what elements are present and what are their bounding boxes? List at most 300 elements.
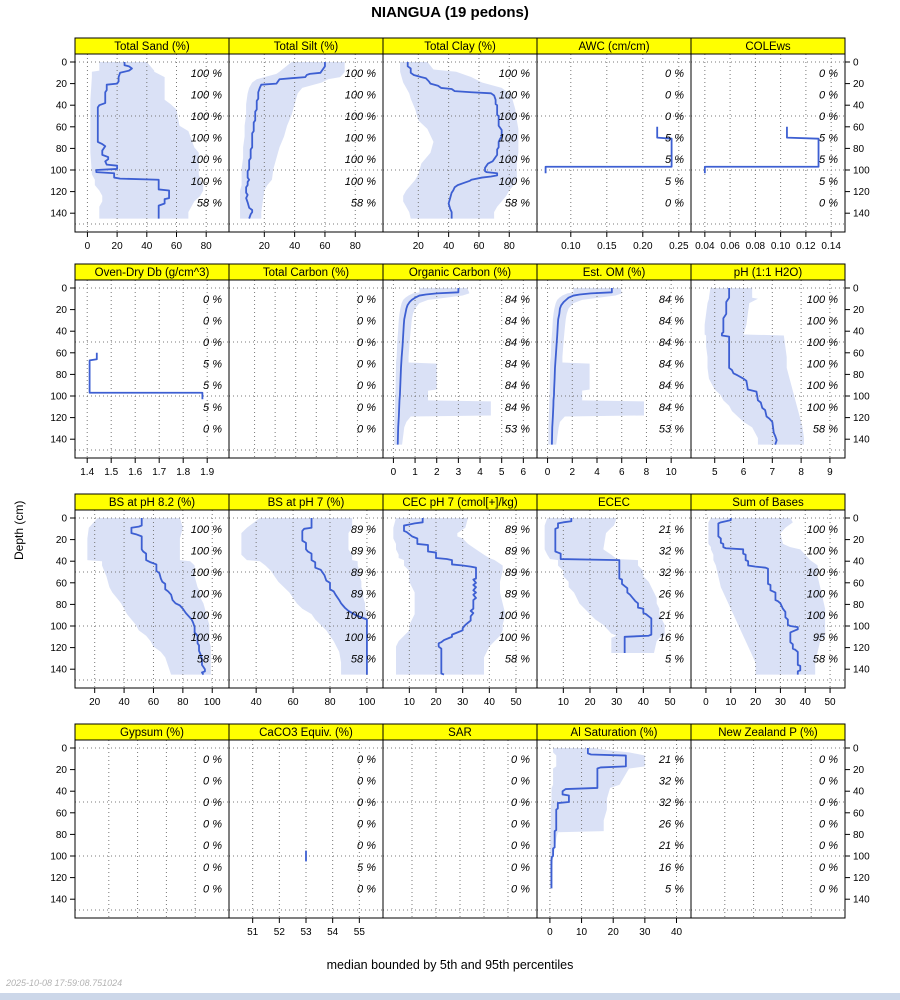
contributing-fraction-label: 58 % <box>504 197 530 210</box>
contributing-fraction-label: 100 % <box>806 315 838 328</box>
contributing-fraction-label: 89 % <box>350 523 376 536</box>
y-tick-label-left: 0 <box>61 743 67 755</box>
x-tick-label: 60 <box>287 697 299 708</box>
x-tick-label: 40 <box>637 697 649 708</box>
x-tick-label: 8 <box>798 467 804 478</box>
strip-title: Organic Carbon (%) <box>408 267 512 279</box>
contributing-fraction-label: 100 % <box>806 588 838 601</box>
contributing-fraction-label: 0 % <box>203 337 222 349</box>
y-tick-label-left: 140 <box>50 894 67 906</box>
contributing-fraction-label: 58 % <box>350 653 376 666</box>
y-tick-label-right: 60 <box>853 578 865 590</box>
contributing-fraction-label: 5 % <box>357 861 376 874</box>
contributing-fraction-label: 100 % <box>190 631 222 644</box>
y-tick-label-right: 80 <box>853 369 865 381</box>
contributing-fraction-label: 5 % <box>819 154 838 167</box>
strip-title: COLEws <box>745 41 791 53</box>
contributing-fraction-label: 100 % <box>498 610 530 623</box>
y-tick-label-left: 20 <box>55 305 67 317</box>
x-tick-label: 0.14 <box>821 241 841 252</box>
x-tick-label: 4 <box>594 467 600 478</box>
median-line <box>90 353 203 399</box>
y-tick-label-right: 80 <box>853 143 865 155</box>
y-tick-label-left: 0 <box>61 283 67 295</box>
x-tick-label: 50 <box>664 697 676 708</box>
contributing-fraction-label: 58 % <box>196 653 222 666</box>
contributing-fraction-label: 84 % <box>658 358 684 371</box>
y-tick-label-right: 0 <box>853 743 859 755</box>
contributing-fraction-label: 100 % <box>190 523 222 536</box>
y-tick-label-left: 140 <box>50 208 67 220</box>
contributing-fraction-label: 0 % <box>511 753 530 766</box>
y-tick-label-left: 80 <box>55 369 67 381</box>
contributing-fraction-label: 53 % <box>504 423 530 436</box>
y-tick-label-left: 60 <box>55 808 67 820</box>
x-tick-label: 20 <box>412 241 424 252</box>
x-tick-label: 1.4 <box>80 467 95 478</box>
contributing-fraction-label: 21 % <box>658 753 684 766</box>
x-tick-label: 20 <box>258 241 270 252</box>
x-tick-label: 5 <box>711 467 718 478</box>
y-tick-label-right: 120 <box>853 187 870 199</box>
contributing-fraction-label: 0 % <box>511 840 530 853</box>
timestamp: 2025-10-08 17:59:08.751024 <box>6 978 123 988</box>
contributing-fraction-label: 89 % <box>504 588 530 601</box>
x-tick-label: 0.06 <box>720 241 740 252</box>
y-tick-label-left: 140 <box>50 664 67 676</box>
x-tick-label: 5 <box>498 467 505 478</box>
y-tick-label-right: 100 <box>853 391 870 403</box>
contributing-fraction-label: 100 % <box>344 111 376 123</box>
y-tick-label-right: 20 <box>853 765 865 777</box>
contributing-fraction-label: 0 % <box>357 797 376 809</box>
y-tick-label-left: 40 <box>55 326 67 338</box>
x-tick-label: 20 <box>750 697 762 708</box>
contributing-fraction-label: 0 % <box>357 293 376 306</box>
contributing-fraction-label: 100 % <box>344 631 376 644</box>
y-tick-label-left: 60 <box>55 348 67 360</box>
contributing-fraction-label: 100 % <box>344 175 376 188</box>
contributing-fraction-label: 58 % <box>504 653 530 666</box>
y-tick-label-left: 140 <box>50 434 67 446</box>
x-tick-label: 40 <box>799 697 811 708</box>
y-tick-label-right: 40 <box>853 786 865 798</box>
x-tick-label: 4 <box>477 467 483 478</box>
contributing-fraction-label: 100 % <box>806 293 838 306</box>
contributing-fraction-label: 89 % <box>504 523 530 536</box>
x-tick-label: 0 <box>547 927 553 938</box>
x-tick-label: 1.8 <box>176 467 191 478</box>
y-tick-label-left: 60 <box>55 578 67 590</box>
x-tick-label: 10 <box>725 697 737 708</box>
x-tick-label: 60 <box>147 697 160 708</box>
strip-title: ECEC <box>598 497 630 509</box>
x-tick-label: 40 <box>443 241 455 252</box>
x-tick-label: 6 <box>618 467 625 478</box>
contributing-fraction-label: 0 % <box>511 797 530 809</box>
y-tick-label-left: 60 <box>55 122 67 134</box>
x-tick-label: 30 <box>611 697 623 708</box>
y-tick-label-left: 100 <box>50 165 67 177</box>
contributing-fraction-label: 0 % <box>511 861 530 874</box>
x-tick-label: 6 <box>740 467 747 478</box>
x-tick-label: 60 <box>170 241 183 252</box>
y-tick-label-left: 120 <box>50 643 67 655</box>
y-tick-label-right: 80 <box>853 599 865 611</box>
contributing-fraction-label: 100 % <box>344 132 376 145</box>
y-tick-label-right: 40 <box>853 326 865 338</box>
x-tick-label: 40 <box>483 697 495 708</box>
contributing-fraction-label: 100 % <box>498 175 530 188</box>
contributing-fraction-label: 0 % <box>357 775 376 788</box>
x-tick-label: 10 <box>665 467 677 478</box>
contributing-fraction-label: 84 % <box>658 401 684 414</box>
contributing-fraction-label: 0 % <box>819 111 838 123</box>
contributing-fraction-label: 100 % <box>498 631 530 644</box>
contributing-fraction-label: 26 % <box>658 588 684 601</box>
contributing-fraction-label: 89 % <box>350 588 376 601</box>
strip-title: SAR <box>448 727 472 739</box>
percentile-band <box>548 288 644 445</box>
contributing-fraction-label: 100 % <box>190 567 222 579</box>
x-tick-label: 0.25 <box>669 241 689 252</box>
x-tick-label: 40 <box>670 927 683 938</box>
contributing-fraction-label: 0 % <box>819 753 838 766</box>
x-tick-label: 0.20 <box>633 241 653 252</box>
contributing-fraction-label: 0 % <box>819 89 838 102</box>
contributing-fraction-label: 0 % <box>665 197 684 210</box>
x-tick-label: 1 <box>412 467 418 478</box>
y-tick-label-right: 140 <box>853 894 870 906</box>
contributing-fraction-label: 0 % <box>203 775 222 788</box>
strip-title: Gypsum (%) <box>120 727 184 739</box>
contributing-fraction-label: 0 % <box>819 818 838 831</box>
contributing-fraction-label: 5 % <box>665 175 684 188</box>
x-tick-label: 30 <box>457 697 469 708</box>
contributing-fraction-label: 32 % <box>658 545 684 558</box>
contributing-fraction-label: 84 % <box>658 293 684 306</box>
contributing-fraction-label: 0 % <box>203 818 222 831</box>
x-tick-label: 10 <box>575 927 588 938</box>
y-tick-label-right: 40 <box>853 100 865 112</box>
x-tick-label: 0 <box>544 467 551 478</box>
strip-title: Est. OM (%) <box>582 267 646 279</box>
contributing-fraction-label: 100 % <box>190 67 222 80</box>
x-tick-label: 100 <box>203 697 221 708</box>
contributing-fraction-label: 100 % <box>344 67 376 80</box>
contributing-fraction-label: 100 % <box>806 337 838 349</box>
contributing-fraction-label: 53 % <box>658 423 684 436</box>
window-bottom-bar <box>0 993 900 1000</box>
x-tick-label: 20 <box>89 697 101 708</box>
x-tick-label: 0.10 <box>561 241 581 252</box>
x-tick-label: 52 <box>273 927 285 938</box>
contributing-fraction-label: 100 % <box>344 610 376 623</box>
x-tick-label: 40 <box>141 241 153 252</box>
strip-title: pH (1:1 H2O) <box>733 267 803 279</box>
y-tick-label-right: 60 <box>853 348 865 360</box>
contributing-fraction-label: 100 % <box>190 175 222 188</box>
contributing-fraction-label: 0 % <box>819 67 838 80</box>
y-tick-label-right: 0 <box>853 283 859 295</box>
y-tick-label-left: 20 <box>55 765 67 777</box>
percentile-band <box>545 518 665 653</box>
contributing-fraction-label: 16 % <box>658 861 684 874</box>
y-tick-label-left: 40 <box>55 100 67 112</box>
x-tick-label: 54 <box>327 927 339 938</box>
contributing-fraction-label: 0 % <box>203 883 222 896</box>
x-tick-label: 2 <box>433 467 440 478</box>
y-tick-label-left: 40 <box>55 786 67 798</box>
x-tick-label: 80 <box>324 697 336 708</box>
contributing-fraction-label: 100 % <box>190 610 222 623</box>
x-tick-label: 51 <box>247 927 259 938</box>
contributing-fraction-label: 5 % <box>819 132 838 145</box>
contributing-fraction-label: 84 % <box>504 293 530 306</box>
contributing-fraction-label: 58 % <box>196 197 222 210</box>
contributing-fraction-label: 58 % <box>812 423 838 436</box>
figure-caption: median bounded by 5th and 95th percentiles <box>326 958 574 972</box>
contributing-fraction-label: 5 % <box>665 653 684 666</box>
x-tick-label: 1.6 <box>128 467 143 478</box>
x-tick-label: 80 <box>177 697 189 708</box>
y-tick-label-left: 40 <box>55 556 67 568</box>
y-tick-label-right: 120 <box>853 873 870 885</box>
contributing-fraction-label: 0 % <box>203 840 222 853</box>
contributing-fraction-label: 0 % <box>357 423 376 436</box>
contributing-fraction-label: 100 % <box>498 132 530 145</box>
contributing-fraction-label: 100 % <box>806 380 838 393</box>
x-tick-label: 80 <box>349 241 361 252</box>
x-tick-label: 0.08 <box>745 241 766 252</box>
contributing-fraction-label: 95 % <box>812 631 838 644</box>
contributing-fraction-label: 0 % <box>203 861 222 874</box>
chart-title: NIANGUA (19 pedons) <box>371 4 529 21</box>
contributing-fraction-label: 58 % <box>350 197 376 210</box>
contributing-fraction-label: 84 % <box>658 380 684 393</box>
y-tick-label-right: 20 <box>853 79 865 91</box>
y-tick-label-left: 0 <box>61 57 67 69</box>
y-tick-label-right: 40 <box>853 556 865 568</box>
x-tick-label: 60 <box>319 241 331 252</box>
strip-title: Oven-Dry Db (g/cm^3) <box>94 267 210 279</box>
contributing-fraction-label: 100 % <box>806 401 838 414</box>
x-tick-label: 40 <box>289 241 301 252</box>
x-tick-label: 0.15 <box>597 241 617 252</box>
contributing-fraction-label: 32 % <box>658 567 684 579</box>
contributing-fraction-label: 0 % <box>819 883 838 896</box>
contributing-fraction-label: 0 % <box>357 818 376 831</box>
contributing-fraction-label: 32 % <box>658 775 684 788</box>
x-tick-label: 100 <box>358 697 376 708</box>
contributing-fraction-label: 100 % <box>344 89 376 102</box>
y-axis-title: Depth (cm) <box>12 500 26 560</box>
contributing-fraction-label: 0 % <box>357 840 376 853</box>
percentile-band <box>394 288 491 445</box>
contributing-fraction-label: 0 % <box>357 315 376 328</box>
contributing-fraction-label: 0 % <box>511 818 530 831</box>
contributing-fraction-label: 21 % <box>658 610 684 623</box>
y-tick-label-left: 120 <box>50 413 67 425</box>
percentile-band <box>240 62 345 219</box>
x-tick-label: 0.04 <box>695 241 715 252</box>
y-tick-label-right: 60 <box>853 808 865 820</box>
y-tick-label-left: 80 <box>55 599 67 611</box>
contributing-fraction-label: 5 % <box>665 154 684 167</box>
y-tick-label-left: 120 <box>50 187 67 199</box>
contributing-fraction-label: 0 % <box>665 67 684 80</box>
contributing-fraction-label: 0 % <box>357 358 376 371</box>
contributing-fraction-label: 100 % <box>190 545 222 558</box>
x-tick-label: 53 <box>300 927 312 938</box>
x-tick-label: 20 <box>430 697 442 708</box>
y-tick-label-right: 80 <box>853 829 865 841</box>
contributing-fraction-label: 100 % <box>190 132 222 145</box>
contributing-fraction-label: 100 % <box>806 567 838 579</box>
y-tick-label-left: 80 <box>55 829 67 841</box>
x-tick-label: 8 <box>643 467 650 478</box>
y-tick-label-right: 100 <box>853 165 870 177</box>
median-line <box>546 127 672 173</box>
contributing-fraction-label: 89 % <box>350 567 376 579</box>
strip-title: BS at pH 7 (%) <box>267 497 345 509</box>
y-tick-label-left: 20 <box>55 79 67 91</box>
y-tick-label-left: 80 <box>55 143 67 155</box>
x-tick-label: 80 <box>503 241 515 252</box>
y-tick-label-right: 60 <box>853 122 865 134</box>
contributing-fraction-label: 0 % <box>665 89 684 102</box>
y-tick-label-right: 100 <box>853 621 870 633</box>
contributing-fraction-label: 84 % <box>504 315 530 328</box>
x-tick-label: 0 <box>84 241 91 252</box>
y-tick-label-right: 20 <box>853 305 865 317</box>
contributing-fraction-label: 0 % <box>357 401 376 414</box>
y-tick-label-left: 100 <box>50 391 67 403</box>
contributing-fraction-label: 100 % <box>190 154 222 167</box>
strip-title: AWC (cm/cm) <box>578 41 650 53</box>
x-tick-label: 55 <box>353 927 365 938</box>
x-tick-label: 1.5 <box>104 467 119 478</box>
contributing-fraction-label: 0 % <box>203 423 222 436</box>
contributing-fraction-label: 100 % <box>190 588 222 601</box>
contributing-fraction-label: 58 % <box>812 653 838 666</box>
x-tick-label: 40 <box>118 697 130 708</box>
x-tick-label: 0 <box>703 697 709 708</box>
x-tick-label: 30 <box>639 927 651 938</box>
y-tick-label-right: 20 <box>853 535 865 547</box>
x-tick-label: 10 <box>557 697 569 708</box>
contributing-fraction-label: 89 % <box>504 567 530 579</box>
contributing-fraction-label: 5 % <box>203 380 222 393</box>
contributing-fraction-label: 84 % <box>658 337 684 349</box>
strip-title: CaCO3 Equiv. (%) <box>259 727 353 739</box>
contributing-fraction-label: 100 % <box>498 89 530 102</box>
contributing-fraction-label: 84 % <box>504 401 530 414</box>
contributing-fraction-label: 0 % <box>819 861 838 874</box>
contributing-fraction-label: 5 % <box>203 401 222 414</box>
strip-title: Total Sand (%) <box>114 41 190 53</box>
contributing-fraction-label: 100 % <box>806 358 838 371</box>
contributing-fraction-label: 0 % <box>357 337 376 349</box>
contributing-fraction-label: 84 % <box>504 337 530 349</box>
contributing-fraction-label: 0 % <box>819 797 838 809</box>
contributing-fraction-label: 21 % <box>658 840 684 853</box>
contributing-fraction-label: 100 % <box>806 545 838 558</box>
contributing-fraction-label: 100 % <box>806 610 838 623</box>
x-tick-label: 0.10 <box>770 241 791 252</box>
contributing-fraction-label: 89 % <box>350 545 376 558</box>
contributing-fraction-label: 0 % <box>511 775 530 788</box>
contributing-fraction-label: 5 % <box>665 132 684 145</box>
contributing-fraction-label: 5 % <box>203 358 222 371</box>
contributing-fraction-label: 84 % <box>504 380 530 393</box>
contributing-fraction-label: 21 % <box>658 523 684 536</box>
contributing-fraction-label: 0 % <box>357 380 376 393</box>
x-tick-label: 30 <box>774 697 786 708</box>
x-tick-label: 1.9 <box>200 467 215 478</box>
contributing-fraction-label: 0 % <box>203 753 222 766</box>
strip-title: Total Carbon (%) <box>262 267 350 279</box>
percentile-band <box>393 518 505 675</box>
contributing-fraction-label: 0 % <box>203 315 222 328</box>
x-tick-label: 0.12 <box>796 241 816 252</box>
contributing-fraction-label: 0 % <box>819 775 838 788</box>
strip-title: Total Clay (%) <box>424 41 496 53</box>
strip-title: BS at pH 8.2 (%) <box>108 497 196 509</box>
contributing-fraction-label: 16 % <box>658 631 684 644</box>
x-tick-label: 20 <box>607 927 619 938</box>
contributing-fraction-label: 0 % <box>203 797 222 809</box>
contributing-fraction-label: 0 % <box>665 111 684 123</box>
y-tick-label-left: 20 <box>55 535 67 547</box>
strip-title: Al Saturation (%) <box>570 727 658 739</box>
contributing-fraction-label: 100 % <box>806 523 838 536</box>
contributing-fraction-label: 84 % <box>658 315 684 328</box>
median-line <box>705 127 819 173</box>
contributing-fraction-label: 0 % <box>357 753 376 766</box>
x-tick-label: 3 <box>455 467 462 478</box>
x-tick-label: 20 <box>584 697 596 708</box>
contributing-fraction-label: 5 % <box>819 175 838 188</box>
y-tick-label-right: 0 <box>853 57 859 69</box>
contributing-fraction-label: 100 % <box>190 111 222 123</box>
y-tick-label-right: 140 <box>853 434 870 446</box>
contributing-fraction-label: 100 % <box>498 154 530 167</box>
contributing-fraction-label: 100 % <box>190 89 222 102</box>
contributing-fraction-label: 0 % <box>203 293 222 306</box>
y-tick-label-left: 0 <box>61 513 67 525</box>
x-tick-label: 40 <box>250 697 262 708</box>
contributing-fraction-label: 89 % <box>504 545 530 558</box>
x-tick-label: 6 <box>520 467 527 478</box>
x-tick-label: 7 <box>769 467 776 478</box>
x-tick-label: 0 <box>390 467 397 478</box>
y-tick-label-left: 100 <box>50 621 67 633</box>
strip-title: Sum of Bases <box>732 497 804 509</box>
contributing-fraction-label: 100 % <box>498 67 530 80</box>
y-tick-label-right: 140 <box>853 664 870 676</box>
y-tick-label-right: 120 <box>853 413 870 425</box>
y-tick-label-left: 120 <box>50 873 67 885</box>
strip-title: Total Silt (%) <box>273 41 339 53</box>
y-tick-label-right: 100 <box>853 851 870 863</box>
contributing-fraction-label: 84 % <box>504 358 530 371</box>
x-tick-label: 9 <box>827 467 833 478</box>
percentile-band <box>705 288 804 445</box>
x-tick-label: 60 <box>473 241 485 252</box>
x-tick-label: 1.7 <box>152 467 167 478</box>
x-tick-label: 10 <box>403 697 415 708</box>
